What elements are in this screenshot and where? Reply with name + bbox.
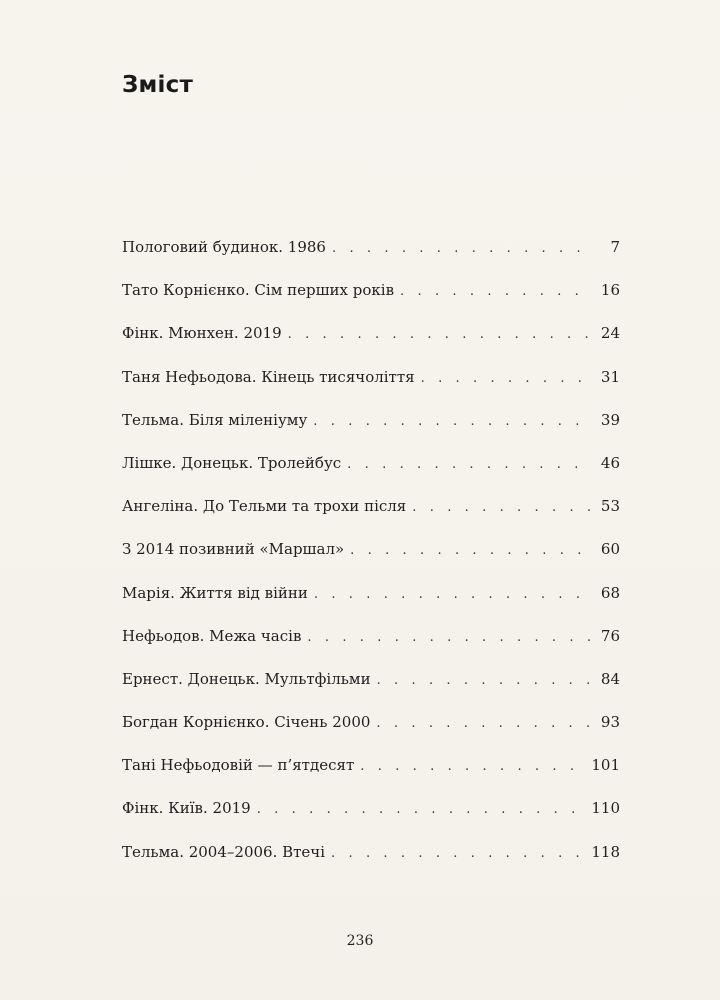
- toc-entry: [122, 497, 620, 540]
- toc-entry-title: Пологовий будинок. 1986: [122, 238, 326, 256]
- dot-leader: [350, 543, 592, 558]
- dot-leader: [360, 759, 583, 774]
- toc-entry-page: 16: [600, 281, 620, 300]
- toc-entry-title: Лішке. Донецьк. Тролейбус: [122, 453, 342, 472]
- dot-leader: [314, 587, 592, 602]
- dot-leader: [331, 846, 583, 861]
- toc-entry: [122, 670, 620, 713]
- toc-entry-page: 101: [591, 756, 620, 775]
- toc-entry: [122, 238, 620, 281]
- page-number: 236: [346, 933, 374, 949]
- toc-entry-page: 76: [600, 626, 620, 645]
- toc-entry-title: З 2014 позивний «Маршал»: [122, 540, 345, 559]
- toc-entry-title: Тані Нефьодовій — п’ятдесят: [122, 756, 355, 775]
- dot-leader: [288, 327, 592, 342]
- contents-heading: Зміст: [122, 72, 193, 98]
- toc-entry-title: Таня Нефьодова. Кінець тисячоліття: [122, 367, 415, 386]
- toc-entry-page: 68: [600, 583, 620, 602]
- toc-entry-page: 31: [600, 367, 620, 386]
- toc-entry: [122, 584, 620, 627]
- toc-entry-page: 118: [591, 842, 620, 861]
- toc-entry: [122, 540, 620, 583]
- toc-entry-title: Тато Корнієнко. Сім перших років: [122, 281, 395, 300]
- table-of-contents: [122, 238, 620, 886]
- dot-leader: [412, 500, 592, 515]
- dot-leader: [307, 630, 592, 645]
- dot-leader: [332, 241, 592, 256]
- toc-entry-title: Тельма. Біля міленіуму: [122, 410, 308, 429]
- toc-entry-page: 84: [600, 669, 620, 688]
- toc-entry: [122, 713, 620, 756]
- toc-entry: [122, 324, 620, 367]
- dot-leader: [421, 371, 592, 386]
- toc-entry-title: Ернест. Донецьк. Мультфільми: [122, 669, 371, 688]
- toc-entry: [122, 756, 620, 799]
- toc-entry: [122, 281, 620, 324]
- toc-entry: [122, 627, 620, 670]
- toc-entry-title: Фінк. Київ. 2019: [122, 799, 251, 818]
- toc-entry: [122, 799, 620, 842]
- dot-leader: [257, 802, 584, 817]
- toc-entry: [122, 368, 620, 411]
- toc-entry-page: 53: [600, 497, 620, 516]
- dot-leader: [400, 284, 592, 299]
- toc-entry-title: Ангеліна. До Тельми та трохи після: [122, 497, 407, 516]
- toc-entry-page: 46: [600, 453, 620, 472]
- toc-entry-page: 60: [600, 540, 620, 559]
- toc-entry-title: Фінк. Мюнхен. 2019: [122, 324, 282, 343]
- toc-entry-title: Нефьодов. Межа часів: [122, 626, 302, 645]
- dot-leader: [313, 414, 592, 429]
- toc-entry-page: 110: [591, 799, 620, 818]
- toc-entry-title: Тельма. 2004–2006. Втечі: [122, 842, 326, 861]
- toc-entry-page: 7: [610, 238, 620, 256]
- toc-entry: [122, 411, 620, 454]
- toc-entry-page: 93: [600, 713, 620, 732]
- toc-entry-title: Марія. Життя від війни: [122, 583, 308, 602]
- toc-entry-page: 24: [600, 324, 620, 343]
- dot-leader: [376, 716, 592, 731]
- dot-leader: [347, 457, 592, 472]
- dot-leader: [377, 673, 592, 688]
- toc-entry: [122, 843, 620, 886]
- toc-entry: [122, 454, 620, 497]
- toc-entry-title: Богдан Корнієнко. Січень 2000: [122, 713, 371, 732]
- toc-entry-page: 39: [600, 410, 620, 429]
